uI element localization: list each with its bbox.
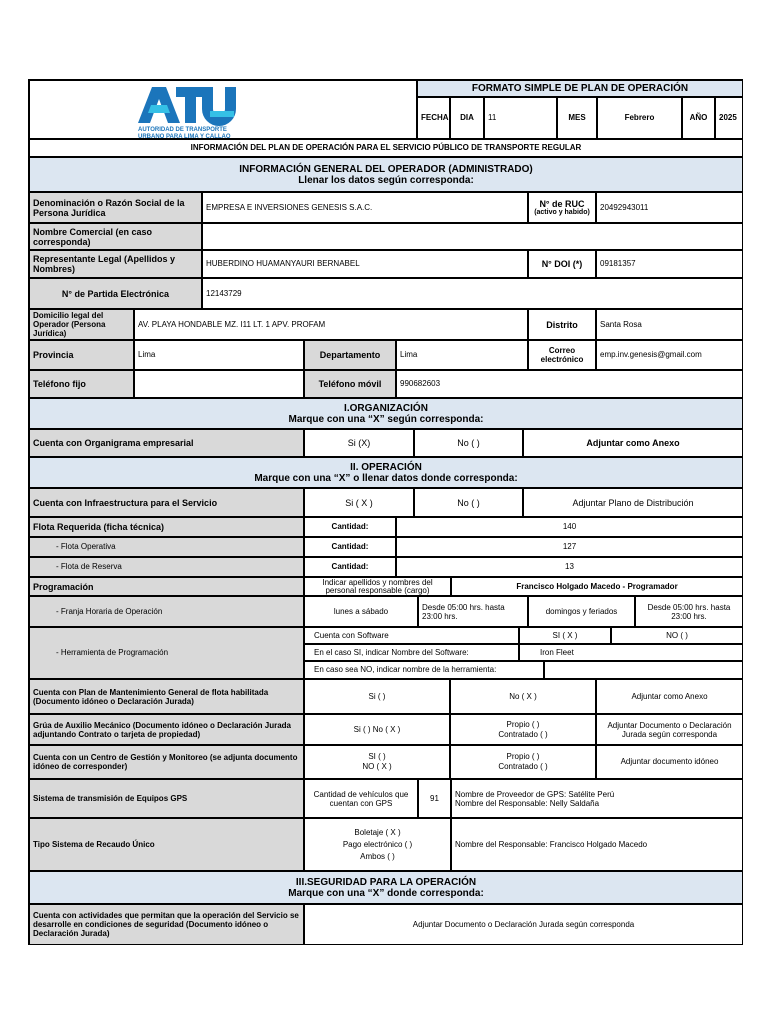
organizacion-instructions: Marque con una “X” según corresponda: <box>288 413 484 425</box>
ruc-label: N° de RUC <box>539 198 585 209</box>
operacion-title: II. OPERACIÓN <box>350 461 422 473</box>
grua-si-no-checkbox[interactable]: Si ( ) No ( X ) <box>304 714 450 745</box>
partida-label: N° de Partida Electrónica <box>29 278 202 309</box>
ruc-label-cell <box>528 192 596 223</box>
domingos-horario[interactable]: Desde 05:00 hrs. hasta 23:00 hrs. <box>635 596 743 627</box>
organigrama-no-checkbox[interactable]: No ( ) <box>414 429 523 457</box>
programacion-label: Programación <box>29 577 304 596</box>
mes-label: MES <box>557 97 597 139</box>
gps-responsable-field[interactable]: Nombre del Responsable: Nelly Saldaña <box>455 798 600 808</box>
software-no-checkbox[interactable]: NO ( ) <box>611 627 743 644</box>
telefono-movil-field[interactable]: 990682603 <box>396 370 743 398</box>
organigrama-label: Cuenta con Organigrama empresarial <box>29 429 304 457</box>
flota-requerida-field[interactable]: 140 <box>396 517 743 537</box>
grua-tipo <box>450 714 596 745</box>
logo-line2: URBANO PARA LIMA Y CALLAO <box>138 134 231 139</box>
seguridad-instructions: Marque con una “X” donde corresponda: <box>288 887 484 899</box>
grua-label: Grúa de Auxilio Mecánico (Documento idóneo o Declaración Jurada adjuntando Contrato o tarjeta de propiedad) <box>29 714 304 745</box>
software-name-field[interactable]: Iron Fleet <box>519 644 743 661</box>
gps-cantidad-field[interactable]: 91 <box>418 779 451 818</box>
centro-contratado-checkbox[interactable]: Contratado ( ) <box>498 762 548 771</box>
departamento-field[interactable]: Lima <box>396 340 528 370</box>
telefono-movil-label: Teléfono móvil <box>304 370 396 398</box>
organizacion-section-header <box>29 398 743 429</box>
centro-tipo <box>450 745 596 779</box>
anio-label: AÑO <box>682 97 715 139</box>
centro-adjuntar[interactable]: Adjuntar documento idóneo <box>596 745 743 779</box>
anio-value[interactable]: 2025 <box>715 97 743 139</box>
flota-reserva-field[interactable]: 13 <box>396 557 743 577</box>
mes-value[interactable]: Febrero <box>597 97 682 139</box>
provincia-label: Provincia <box>29 340 134 370</box>
flota-operativa-label: - Flota Operativa <box>29 537 304 557</box>
herramienta-name-label: En caso sea NO, indicar nombre de la herramienta: <box>304 661 544 679</box>
actividades-seguridad-label: Cuenta con actividades que permitan que la operación del Servicio se desarrolle en condiciones de seguridad (Documento idóneo o Declaración Jurada) <box>29 904 304 945</box>
domicilio-field[interactable]: AV. PLAYA HONDABLE MZ. I11 LT. 1 APV. PROFAM <box>134 309 528 340</box>
infraestructura-label: Cuenta con Infraestructura para el Servicio <box>29 488 304 517</box>
grua-propio-checkbox[interactable]: Propio ( ) <box>506 719 540 729</box>
gps-label: Sistema de transmisión de Equipos GPS <box>29 779 304 818</box>
distrito-label: Distrito <box>528 309 596 340</box>
mantenimiento-si-checkbox[interactable]: Si ( ) <box>304 679 450 714</box>
mantenimiento-adjuntar[interactable]: Adjuntar como Anexo <box>596 679 743 714</box>
gps-proveedor-field[interactable]: Nombre de Proveedor de GPS: Satélite Perú <box>455 789 615 799</box>
centro-si-checkbox[interactable]: SI ( ) <box>368 752 386 761</box>
ruc-note: (activo y habido) <box>534 208 590 216</box>
flota-requerida-label: Flota Requerida (ficha técnica) <box>29 517 304 537</box>
infraestructura-si-checkbox[interactable]: Si ( X ) <box>304 488 414 517</box>
software-si-checkbox[interactable]: SI ( X ) <box>519 627 611 644</box>
organigrama-adjuntar[interactable]: Adjuntar como Anexo <box>523 429 743 457</box>
flota-reserva-label: - Flota de Reserva <box>29 557 304 577</box>
operation-plan-form <box>28 79 743 945</box>
distrito-field[interactable]: Santa Rosa <box>596 309 743 340</box>
software-label: Cuenta con Software <box>304 627 519 644</box>
grua-adjuntar[interactable]: Adjuntar Documento o Declaración Jurada según corresponda <box>596 714 743 745</box>
partida-field[interactable]: 12143729 <box>202 278 743 309</box>
organigrama-si-checkbox[interactable]: Si (X) <box>304 429 414 457</box>
fecha-label: FECHA <box>417 97 450 139</box>
razon-social-label: Denominación o Razón Social de la Persona Jurídica <box>29 192 202 223</box>
representante-field[interactable]: HUBERDINO HUAMANYAURI BERNABEL <box>202 250 528 278</box>
software-name-label: En el caso SI, indicar Nombre del Software: <box>304 644 519 661</box>
logo-line1: AUTORIDAD DE TRANSPORTE <box>138 127 227 133</box>
recaudo-ambos-checkbox[interactable]: Ambos ( ) <box>360 851 395 861</box>
seguridad-adjuntar[interactable]: Adjuntar Documento o Declaración Jurada según corresponda <box>304 904 743 945</box>
recaudo-boletaje-checkbox[interactable]: Boletaje ( X ) <box>354 827 401 837</box>
flota-cantidad-label: Cantidad: <box>304 517 396 537</box>
form-title: FORMATO SIMPLE DE PLAN DE OPERACIÓN <box>417 80 743 97</box>
atu-logo <box>29 80 417 139</box>
grua-contratado-checkbox[interactable]: Contratado ( ) <box>498 729 548 739</box>
seguridad-section-header <box>29 871 743 904</box>
provincia-field[interactable]: Lima <box>134 340 304 370</box>
recaudo-pago-checkbox[interactable]: Pago electrónico ( ) <box>342 839 413 849</box>
franja-horaria-label: - Franja Horaria de Operación <box>29 596 304 627</box>
centro-no-checkbox[interactable]: NO ( X ) <box>362 762 392 771</box>
herramienta-label: - Herramienta de Programación <box>29 627 304 679</box>
nombre-comercial-label: Nombre Comercial (en caso corresponda) <box>29 223 202 250</box>
operacion-instructions: Marque con una “X” o llenar datos donde corresponda: <box>254 472 518 484</box>
recaudo-options <box>304 818 451 871</box>
mantenimiento-no-checkbox[interactable]: No ( X ) <box>450 679 596 714</box>
lunes-sabado-horario[interactable]: Desde 05:00 hrs. hasta 23:00 hrs. <box>418 596 528 627</box>
operativa-cantidad-label: Cantidad: <box>304 537 396 557</box>
doi-field[interactable]: 09181357 <box>596 250 743 278</box>
telefono-fijo-label: Teléfono fijo <box>29 370 134 398</box>
infraestructura-adjuntar[interactable]: Adjuntar Plano de Distribución <box>523 488 743 517</box>
razon-social-field[interactable]: EMPRESA E INVERSIONES GENESIS S.A.C. <box>202 192 528 223</box>
lunes-sabado-label: lunes a sábado <box>304 596 418 627</box>
representante-label: Representante Legal (Apellidos y Nombres) <box>29 250 202 278</box>
dia-value[interactable]: 11 <box>484 97 557 139</box>
gps-info <box>451 779 743 818</box>
centro-gestion-label: Cuenta con un Centro de Gestión y Monitoreo (se adjunta documento idóneo de corresponder) <box>29 745 304 779</box>
recaudo-responsable-field[interactable]: Nombre del Responsable: Francisco Holgado Macedo <box>451 818 743 871</box>
organizacion-title: I.ORGANIZACIÓN <box>344 402 428 414</box>
mantenimiento-label: Cuenta con Plan de Mantenimiento General de flota habilitada (Documento idóneo o Declaración Jurada) <box>29 679 304 714</box>
domingos-label: domingos y feriados <box>528 596 635 627</box>
seguridad-title: III.SEGURIDAD PARA LA OPERACIÓN <box>295 876 477 888</box>
correo-field[interactable]: emp.inv.genesis@gmail.com <box>596 340 743 370</box>
nombre-comercial-field[interactable] <box>202 223 743 250</box>
responsable-field[interactable]: Francisco Holgado Macedo - Programador <box>451 577 743 596</box>
responsable-label: Indicar apellidos y nombres del personal responsable (cargo) <box>304 577 451 596</box>
departamento-label: Departamento <box>304 340 396 370</box>
general-section-instructions: Llenar los datos según corresponda: <box>298 174 474 186</box>
centro-si-no <box>304 745 450 779</box>
ruc-field[interactable]: 20492943011 <box>596 192 743 223</box>
atu-logo-icon <box>30 81 418 139</box>
reserva-cantidad-label: Cantidad: <box>304 557 396 577</box>
herramienta-name-field[interactable] <box>544 661 743 679</box>
flota-operativa-field[interactable]: 127 <box>396 537 743 557</box>
centro-propio-checkbox[interactable]: Propio ( ) <box>506 752 540 761</box>
form-subtitle: INFORMACIÓN DEL PLAN DE OPERACIÓN PARA EL SERVICIO PÚBLICO DE TRANSPORTE REGULAR <box>29 139 743 157</box>
telefono-fijo-field[interactable] <box>134 370 304 398</box>
dia-label: DIA <box>450 97 484 139</box>
general-section-header <box>29 157 743 192</box>
operacion-section-header <box>29 457 743 488</box>
gps-cantidad-label: Cantidad de vehículos que cuentan con GPS <box>304 779 418 818</box>
doi-label: N° DOI (*) <box>528 250 596 278</box>
general-section-title: INFORMACIÓN GENERAL DEL OPERADOR (ADMINISTRADO) <box>239 163 533 175</box>
correo-label: Correo electrónico <box>528 340 596 370</box>
domicilio-label: Domicilio legal del Operador (Persona Jurídica) <box>29 309 134 340</box>
infraestructura-no-checkbox[interactable]: No ( ) <box>414 488 523 517</box>
recaudo-label: Tipo Sistema de Recaudo Único <box>29 818 304 871</box>
